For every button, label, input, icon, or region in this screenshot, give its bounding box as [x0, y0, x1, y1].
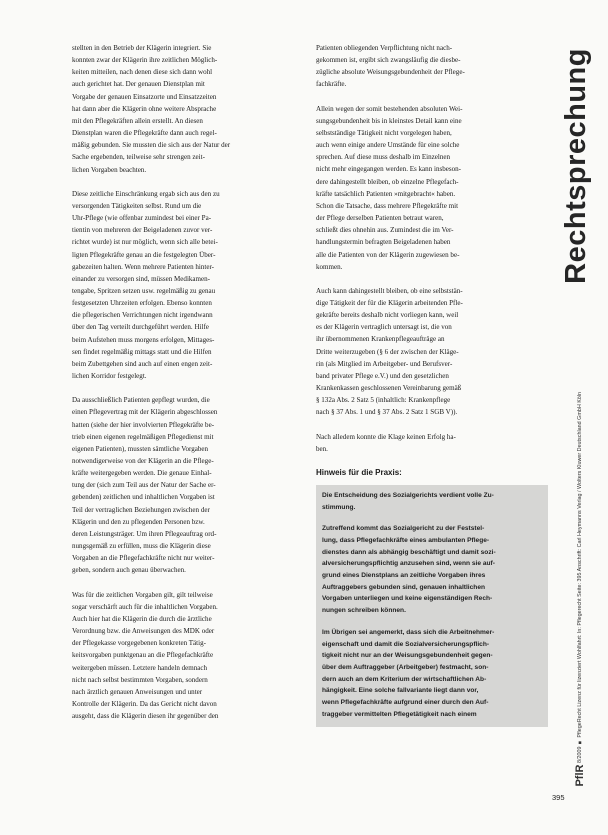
side-footer	[574, 392, 588, 812]
journal-name: PflR	[574, 764, 586, 787]
body-paragraph: Da ausschließlich Patienten gepflegt wurden, die einen Pflegevertrag mit der Klägerin abgeschlossen hatten (siehe der hier involvierten Pflegekräfte be- trieb einen eigenen regelmäßigen Pflegedienst mit eigenen Patienten), mussten sämtliche Vorgaben notwendigerweise von der Klägerin an die Pflege- kräfte weitergegeben werden. Die genaue Einhal- tung der (sich zum Teil aus der Natur der Sache er- gebenden) zeitlichen und inhaltlichen Vorgaben ist Teil der vertraglichen Beziehungen zwischen der Klägerin und den zu pflegenden Personen bzw. deren Leistungsträger. Um ihren Pflegeauftrag ord- nungsgemäß zu erfüllen, muss die Klägerin diese Vorgaben an die Pflegefachkräfte nicht nur weiter- geben, sondern auch genau überwachen.	[72, 396, 218, 575]
body-paragraph: Allein wegen der somit bestehenden absoluten Wei- sungsgebundenheit bis in kleinstes Detail kann eine selbstständige Tätigkeit nicht vorgelegen haben, auch wenn einige andere Umstände für eine solche sprechen. Auf diese muss deshalb im Einzelnen nicht mehr eingegangen werden. Es kann insbeson- dere dahingestellt bleiben, ob einzelne Pflegefach- kräfte tatsächlich Patienten »mitgebracht« haben. Schon die Tatsache, dass mehrere Pflegekräfte mit der Pflege derselben Patienten betraut waren, schließt dies ohnehin aus. Zumindest die im Ver- handlungstermin befragten Beigeladenen haben alle die Patienten von der Klägerin zugewiesen be- kommen.	[316, 104, 463, 271]
practice-note-paragraph: Die Entscheidung des Sozialgerichts verdient volle Zu- stimmung.	[322, 491, 494, 511]
left-column	[72, 42, 294, 734]
practice-note-paragraph: Zutreffend kommt das Sozialgericht zu der Feststel- lung, dass Pflegefachkräfte eines ambulanten Pflege- dienstes dann als abhängig beschäftigt und damit sozi- alversicherungspflichtig anzusehen sind, wenn sie auf- grund eines Dienstplans an zeitliche Vorgaben ihres Auftraggebers gebunden sind, genauen inhaltlichen Vorgaben unterliegen und keine eigenständigen Rech- nungen schreiben können.	[322, 525, 496, 615]
section-heading: Rechtsprechung	[560, 48, 592, 284]
page-number: 395	[552, 793, 565, 802]
body-paragraph: Was für die zeitlichen Vorgaben gilt, gilt teilweise sogar verschärft auch für die inhaltlichen Vorgaben. Auch hier hat die Klägerin die durch die ärztliche Verordnung bzw. die Anweisungen des MDK oder der Pflegekasse vorgegebenen konkreten Tätig- keitsvorgaben punktgenau an die Pflegefachkräfte weitergeben müssen. Letztere handeln demnach nicht nach selbst bestimmten Vorgaben, sondern nach ärztlich genauen Anweisungen und unter Kontrolle der Klägerin. Da das Gericht nicht davon ausgeht, dass die Klägerin diesen ihr gegenüber den	[72, 590, 219, 721]
right-column	[316, 42, 548, 727]
body-paragraph: Diese zeitliche Einschränkung ergab sich aus den zu versorgenden Tätigkeiten selbst. Rund um die Uhr-Pflege (wie offenbar zumindest bei einer Pa- tientin von mehreren der Beigeladenen zuvor ver- richtet wurde) ist nur möglich, wenn sich alle betei- ligten Pflegekräfte genau an die festgelegten Über- gabezeiten halten. Wenn mehrere Patienten hinter- einander zu versorgen sind, müssen Medikamen- tengabe, Spritzen setzen usw. regelmäßig zu genau festgesetzten Uhrzeiten erfolgen. Ebenso konnten die pflegerischen Verrichtungen nicht irgendwann über den Tag verteilt durchgeführt werden. Hilfe beim Aufstehen muss morgens erfolgen, Mittages- sen findet regelmäßig mittags statt und die Hilfen beim Zubettgehen sind auch auf einen engen zeit- lichen Korridor festgelegt.	[72, 189, 220, 381]
footer-citation: 8/2009 ■ PflegeRecht Lizenz für lizenziert Wohlfahrt: In: Pflegerecht Seite: 395 Anschrift: Carl Heymanns Verlag / Wolters Kluwer Deutschland GmbH Köln	[577, 392, 583, 764]
section-heading-wrap	[560, 48, 594, 284]
body-paragraph: Patienten obliegenden Verpflichtung nicht nach- gekommen ist, ergibt sich zwangsläufig die diesbe- zügliche absolute Weisungsgebundenheit der Pflege- fachkräfte.	[316, 44, 465, 89]
body-paragraph: stellten in den Betrieb der Klägerin integriert. Sie konnten zwar der Klägerin ihre zeitlichen Möglich- keiten mitteilen, nach denen diese sich dann wohl auch gerichtet hat. Der genauen Dienstplan mit Vorgabe der genauen Einsatzorte und Einsatzzeiten hat dann aber die Klägerin ohne weitere Absprache mit den Pflegekräften allein erstellt. An diesen Dienstplan waren die Pflegekräfte dann auch regel- mäßig gebunden. Sie mussten die sich aus der Natur der Sache ergebenden, teilweise sehr strengen zeit- lichen Vorgaben beachten.	[72, 44, 231, 174]
practice-note-paragraph: Im Übrigen sei angemerkt, dass sich die Arbeitnehmer- eigenschaft und damit die Sozialversicherungspflich- tigkeit nicht nur an der Weisungsgebundenheit gegen- über dem Auftraggeber (Arbeitgeber) festmacht, son- dern auch an dem Kriterium der wirtschaftlichen Ab- hängigkeit. Eine solche fallvariante liegt dann vor, wenn Pflegefachkräfte aufgrund einer durch den Auf- traggeber vermittelten Pflegetätigkeit nach einem	[322, 628, 495, 718]
body-paragraph: Nach alledem konnte die Klage keinen Erfolg ha- ben.	[316, 432, 456, 453]
practice-note-title: Hinweis für die Praxis:	[316, 467, 402, 477]
body-paragraph: Auch kann dahingestellt bleiben, ob eine selbststän- dige Tätigkeit der für die Klägerin arbeitenden Pfle- gekräfte bereits deshalb nicht vorliegen kann, weil es der Klägerin vertraglich untersagt ist, die von ihr übernommenen Krankenpflegeaufträge an Dritte weiterzugeben (§ 6 der zwischen der Kläge- rin (als Mitglied im Arbeitgeber- und Berufsver- band privater Pflege e.V.) und den gesetzlichen Krankenkassen geschlossenen Vereinbarung gemäß § 132a Abs. 2 Satz 5 (inhaltlich: Krankenpflege nach § 37 Abs. 1 und § 37 Abs. 2 Satz 1 SGB V)).	[316, 286, 463, 417]
side-footer-text	[574, 392, 586, 787]
practice-note-box	[316, 485, 548, 727]
